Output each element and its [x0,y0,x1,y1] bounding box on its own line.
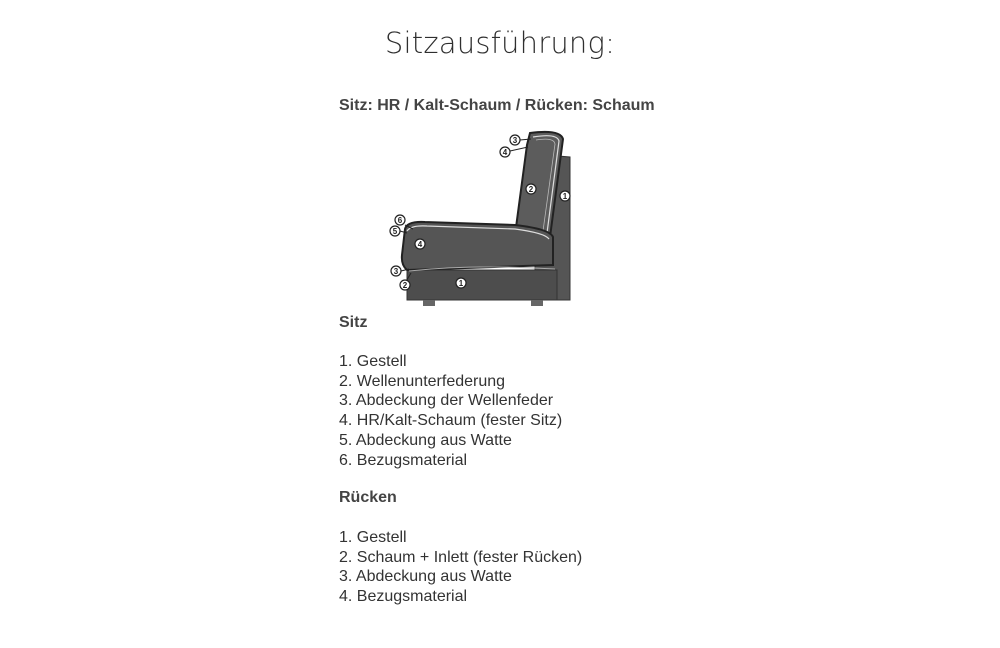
svg-text:2: 2 [528,185,534,194]
front-foot [423,300,435,306]
marker-back-1 [560,191,570,201]
svg-text:4: 4 [502,148,508,157]
ruecken-list-item: 2. Schaum + Inlett (fester Rücken) [339,548,583,566]
sitz-list-item: 3. Abdeckung der Wellenfeder [339,392,554,410]
sitz-list-item: 6. Bezugsmaterial [339,451,468,469]
svg-text:4: 4 [417,240,423,249]
svg-text:2: 2 [402,281,408,290]
sitz-list-item: 5. Abdeckung aus Watte [339,431,512,449]
ruecken-heading: Rücken [339,489,397,506]
subtitle: Sitz: HR / Kalt-Schaum / Rücken: Schaum [339,97,655,114]
svg-text:3: 3 [512,136,518,145]
marker-back-2 [526,184,536,194]
ruecken-list-item: 3. Abdeckung aus Watte [339,568,512,586]
marker-back-4 [500,147,528,157]
ruecken-list-item: 4. Bezugsmaterial [339,588,468,606]
svg-text:3: 3 [393,267,399,276]
seat-cross-section-diagram [385,125,580,310]
sitz-list-item: 4. HR/Kalt-Schaum (fester Sitz) [339,412,563,430]
page-title: Sitzausführung: [384,26,616,60]
svg-text:5: 5 [392,227,398,236]
sitz-list-item: 1. Gestell [339,353,407,370]
marker-seat-2 [400,273,411,290]
back-foot [531,300,543,306]
marker-seat-4 [415,239,425,249]
svg-text:1: 1 [562,192,568,201]
ruecken-list-item: 1. Gestell [339,529,407,546]
sitz-list-item: 2. Wellenunterfederung [339,372,506,390]
sitz-list [339,352,562,470]
svg-text:1: 1 [458,279,464,288]
sitz-heading: Sitz [339,314,368,331]
marker-seat-1 [456,278,466,288]
seat-frame [407,270,557,300]
ruecken-list [339,528,582,607]
svg-text:6: 6 [397,216,403,225]
